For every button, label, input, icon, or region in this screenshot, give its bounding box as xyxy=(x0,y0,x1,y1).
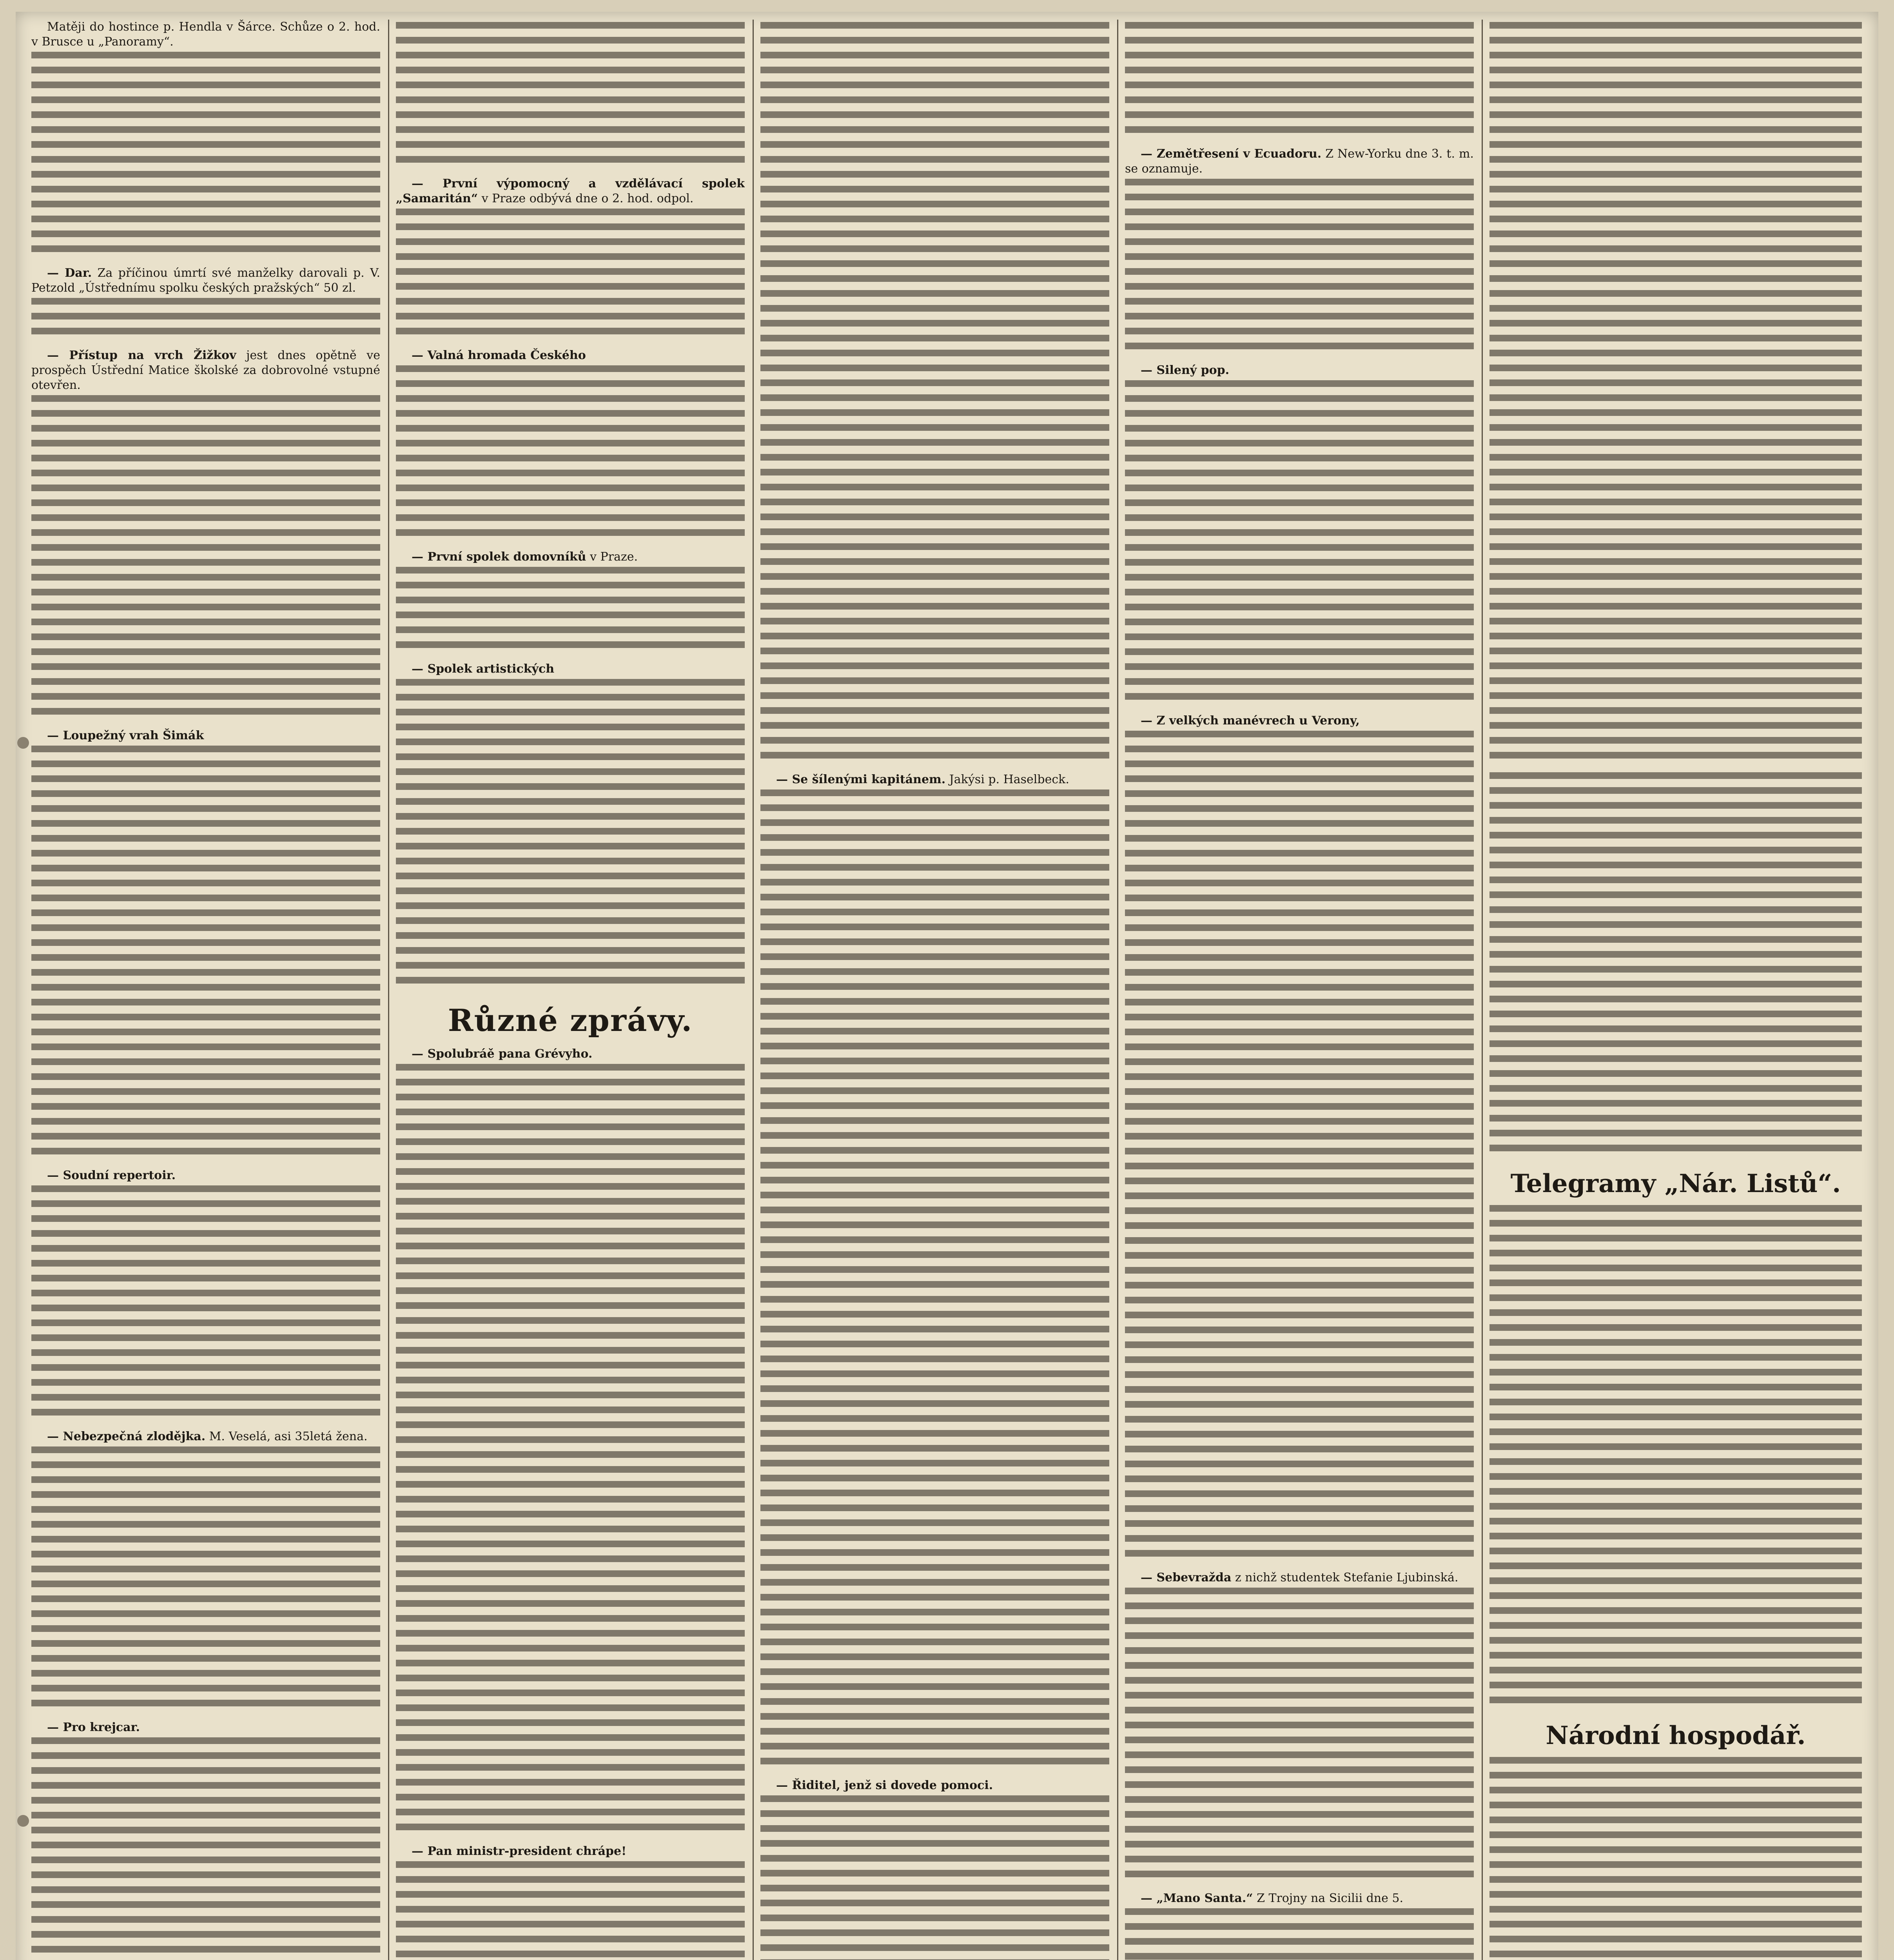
article-paragraph xyxy=(396,348,745,363)
article-lead: — Dar. xyxy=(47,266,92,280)
illegible-text-block xyxy=(31,746,380,1163)
illegible-text-block xyxy=(396,1861,745,1960)
newspaper-page xyxy=(16,12,1878,1960)
illegible-text-block xyxy=(1489,1757,1862,1960)
article-paragraph xyxy=(31,266,380,296)
article-paragraph xyxy=(396,662,745,677)
illegible-text-block xyxy=(1125,1588,1474,1886)
article-lead: — Pan ministr-president chrápe! xyxy=(412,1844,627,1858)
illegible-text-block xyxy=(1125,179,1474,358)
article-text: jest dnes opětně ve prospěch Ústřední Matice školské za dobrovolné vstupné otevřen. xyxy=(31,348,380,392)
illegible-text-block xyxy=(31,1446,380,1715)
article-paragraph xyxy=(1125,1891,1474,1906)
article-paragraph xyxy=(1125,713,1474,728)
illegible-text-block xyxy=(396,567,745,656)
article-paragraph xyxy=(31,348,380,393)
column-rule xyxy=(1482,20,1483,1960)
article-lead: — Silený pop. xyxy=(1141,363,1230,377)
article-paragraph xyxy=(396,550,745,564)
section-heading: Národní hospodář. xyxy=(1546,1721,1806,1750)
article-lead: — Spolubráě pana Grévyho. xyxy=(412,1047,593,1061)
article-lead: — Nebezpečná zlodějka. xyxy=(47,1430,206,1443)
article-text: Jakýsi p. Haselbeck. xyxy=(949,773,1069,786)
article-paragraph xyxy=(31,1168,380,1183)
article-paragraph xyxy=(760,772,1109,787)
illegible-text-block xyxy=(31,52,380,260)
column-rule xyxy=(1117,20,1118,1960)
article-lead: — Z velkých manévrech u Verony, xyxy=(1141,714,1360,728)
illegible-text-block xyxy=(31,298,380,343)
article-paragraph xyxy=(31,1720,380,1735)
article-lead: — „Mano Santa.“ xyxy=(1141,1891,1253,1905)
article-paragraph xyxy=(396,1047,745,1062)
illegible-text-block xyxy=(1489,772,1862,1160)
illegible-text-block xyxy=(396,1064,745,1838)
article-paragraph xyxy=(396,176,745,206)
article-paragraph xyxy=(396,1844,745,1859)
article-text: z nichž studentek Stefanie Ljubinská. xyxy=(1235,1571,1459,1584)
article-text: v Praze. xyxy=(590,550,638,564)
illegible-text-block xyxy=(760,1795,1109,1960)
article-paragraph xyxy=(31,728,380,743)
article-paragraph xyxy=(1125,363,1474,378)
article-text: Za příčinou úmrtí své manželky darovali p. V. Petzold „Ústřednímu spolku českých pražských“ 50 zl. xyxy=(31,266,380,295)
article-lead: — Řiditel, jenž si dovede pomoci. xyxy=(776,1779,993,1792)
article-lead: — Přístup na vrch Žižkov xyxy=(47,348,236,362)
article-lead: — Sebevražda xyxy=(1141,1571,1232,1584)
column-1 xyxy=(31,20,380,1960)
illegible-text-block xyxy=(396,365,745,544)
illegible-text-block xyxy=(1125,22,1474,141)
column-3 xyxy=(760,20,1109,1960)
article-lead: — Se šílenými kapitánem. xyxy=(776,773,946,786)
column-rule xyxy=(753,20,754,1960)
section-heading: Různé zprávy. xyxy=(448,1003,693,1038)
article-lead: — Valná hromada Českého xyxy=(412,348,586,362)
article-lead: — Pro krejcar. xyxy=(47,1720,140,1734)
column-5 xyxy=(1489,20,1862,1960)
article-lead: — První spolek domovníků xyxy=(412,550,586,564)
article-lead: — Spolek artistických xyxy=(412,662,555,676)
article-text: Z Trojny na Sicilii dne 5. xyxy=(1257,1891,1404,1905)
binding-hole xyxy=(17,737,29,749)
article-text: M. Veselá, asi 35letá žena. xyxy=(209,1430,368,1443)
column-2 xyxy=(396,20,745,1960)
illegible-text-block xyxy=(396,22,745,171)
illegible-text-block xyxy=(31,395,380,723)
illegible-text-block xyxy=(396,679,745,992)
article-paragraph xyxy=(31,1429,380,1444)
article-lead: — Loupežný vrah Šimák xyxy=(47,729,204,742)
article-paragraph xyxy=(1125,1570,1474,1585)
article-paragraph xyxy=(760,1778,1109,1793)
article-paragraph xyxy=(31,20,380,49)
column-4 xyxy=(1125,20,1474,1960)
article-paragraph xyxy=(1125,147,1474,176)
binding-hole xyxy=(17,1815,29,1827)
illegible-text-block xyxy=(31,1185,380,1424)
article-lead: — Zemětřesení v Ecuadoru. xyxy=(1141,147,1322,161)
illegible-text-block xyxy=(760,789,1109,1773)
article-text: Matěji do hostince p. Hendla v Šárce. Schůze o 2. hod. v Brusce u „Panoramy“. xyxy=(31,20,380,49)
article-lead: — První výpomocný a vzdělávací spolek „Samaritán“ xyxy=(396,177,745,205)
illegible-text-block xyxy=(1125,380,1474,708)
column-rule xyxy=(388,20,389,1960)
article-text: Z New-Yorku dne 3. t. m. se oznamuje. xyxy=(1125,147,1474,176)
section-heading: Telegramy „Nár. Listů“. xyxy=(1510,1169,1841,1198)
article-lead: — Soudní repertoir. xyxy=(47,1169,176,1182)
illegible-text-block xyxy=(760,22,1109,767)
article-text: v Praze odbývá dne o 2. hod. odpol. xyxy=(481,192,694,205)
illegible-text-block xyxy=(1489,22,1862,767)
illegible-text-block xyxy=(1125,1908,1474,1960)
illegible-text-block xyxy=(1489,1205,1862,1711)
illegible-text-block xyxy=(396,209,745,343)
illegible-text-block xyxy=(31,1737,380,1960)
illegible-text-block xyxy=(1125,731,1474,1565)
